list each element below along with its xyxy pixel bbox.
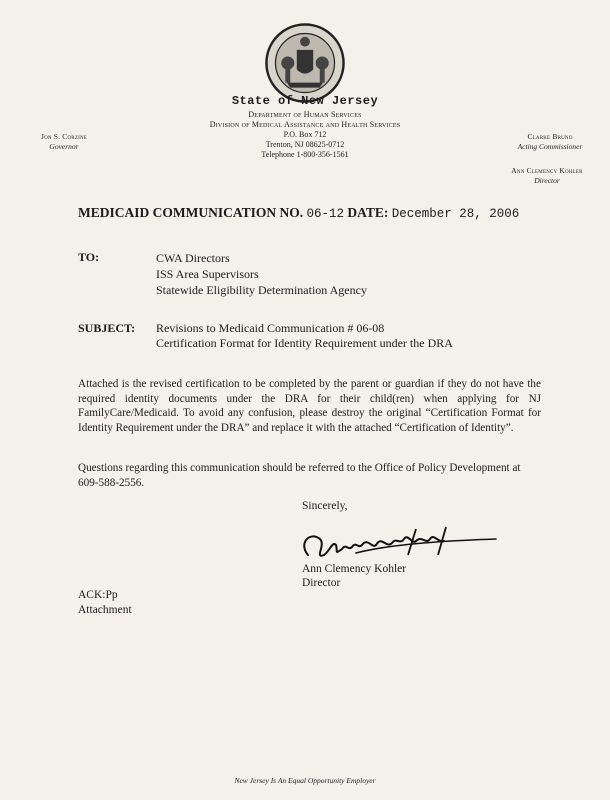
signer-name: Ann Clemency Kohler (302, 563, 407, 575)
state-name: State of New Jersey (231, 94, 379, 108)
communication-date: December 28, 2006 (391, 207, 520, 221)
commissioner-name: Clarke Bruno (527, 132, 573, 141)
recipient-list (156, 250, 367, 298)
telephone-line: Telephone 1-800-356-1561 (261, 150, 349, 159)
closing-salutation: Sincerely, (302, 500, 348, 512)
signer-block (302, 562, 406, 590)
ack-initials: ACK:Pp (78, 589, 118, 601)
director-block (488, 166, 606, 186)
commissioner-title: Acting Commissioner (517, 142, 583, 151)
recipient-item: Statewide Eligibility Determination Agency (156, 283, 367, 297)
attachment-note: Attachment (78, 603, 132, 616)
division-name: Division of Medical Assistance and Health Services (209, 120, 401, 129)
city-line: Trenton, NJ 08625-0712 (265, 140, 345, 149)
recipient-item: ISS Area Supervisors (156, 267, 259, 281)
communication-label: MEDICAID COMMUNICATION NO. (78, 205, 304, 220)
department-name: Department of Human Services (248, 110, 362, 119)
signer-title: Director (302, 577, 341, 589)
date-label: DATE: (347, 205, 389, 220)
state-seal-icon (264, 22, 346, 104)
director-title: Director (534, 176, 560, 185)
governor-name: Jon S. Corzine (40, 132, 88, 141)
body-paragraph-1: Attached is the revised certification to be completed by the parent or guardian if they do not have the required identity documents under the DRA for their child(ren) when applying for NJ FamilyCare/Medicaid. To avoid any confusion, please destroy the original “Certification Format for Identity Requirement under the DRA” and replace it with the attached “Certification of Identity”. (78, 378, 541, 434)
recipient-item: CWA Directors (156, 251, 230, 265)
subject-label: SUBJECT: (78, 321, 136, 335)
subject-line: Certification Format for Identity Requirement under the DRA (156, 336, 453, 350)
subject-line: Revisions to Medicaid Communication # 06-08 (156, 321, 385, 335)
commissioner-block (500, 132, 600, 152)
director-name: Ann Clemency Kohler (511, 166, 583, 175)
governor-block (24, 132, 104, 152)
subject-lines (156, 321, 453, 351)
ack-block (78, 588, 132, 617)
communication-header (78, 205, 519, 221)
governor-title: Governor (49, 142, 79, 151)
footer-note: New Jersey Is An Equal Opportunity Employer (234, 776, 376, 785)
to-label: TO: (78, 250, 100, 264)
po-box: P.O. Box 712 (283, 130, 327, 139)
body-paragraph-2: Questions regarding this communication should be referred to the Office of Policy Development at 609-588-2556. (78, 462, 521, 489)
communication-number: 06-12 (306, 207, 345, 221)
